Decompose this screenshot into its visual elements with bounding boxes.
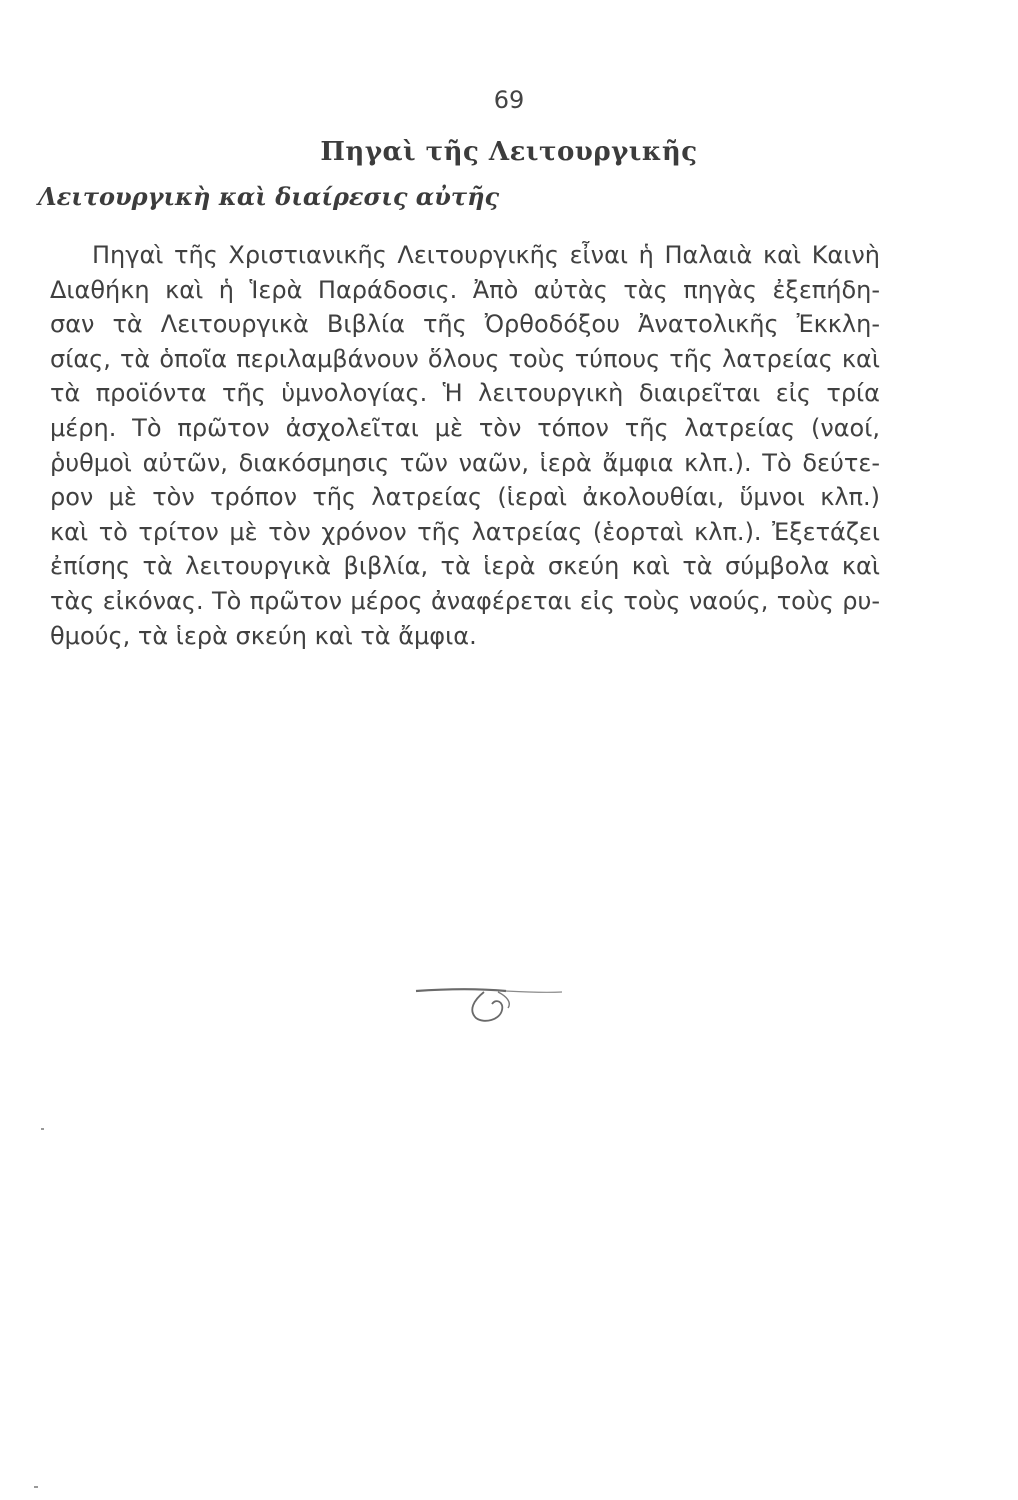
text-line: μέρη. Τὸ πρῶτον ἀσχολεῖται μὲ τὸν τόπον τῆς λατρείας (ναοί, — [50, 413, 880, 442]
text-line: ρον μὲ τὸν τρόπον τῆς λατρείας (ἱεραὶ ἀκολουθίαι, ὕμνοι κλπ.) — [50, 483, 880, 512]
section-title: Λειτουργικὴ καὶ διαίρεσις αὐτῆς — [38, 182, 500, 211]
text-line: σαν τὰ Λειτουργικὰ Βιβλία τῆς Ὀρθοδόξου Ἀνατολικῆς Ἐκκλη- — [50, 310, 880, 339]
text-line: Διαθήκη καὶ ἡ Ἱερὰ Παράδοσις. Ἀπὸ αὐτὰς τὰς πηγὰς ἐξεπήδη- — [50, 275, 880, 304]
text-line: Πηγαὶ τῆς Χριστιανικῆς Λειτουργικῆς εἶναι ἡ Παλαιὰ καὶ Καινὴ — [92, 241, 880, 269]
text-line: θμούς, τὰ ἱερὰ σκεύη καὶ τὰ ἄμφια. — [50, 621, 477, 650]
text-line: σίας, τὰ ὁποῖα περιλαμβάνουν ὅλους τοὺς τύπους τῆς λατρείας καὶ — [50, 344, 880, 373]
paper-speck — [34, 1486, 38, 1488]
text-line: ἐπίσης τὰ λειτουργικὰ βιβλία, τὰ ἱερὰ σκεύη καὶ τὰ σύμβολα καὶ — [50, 552, 880, 581]
text-line: τὰ προϊόντα τῆς ὑμνολογίας. Ἡ λειτουργικὴ διαιρεῖται εἰς τρία — [50, 379, 880, 408]
text-line: καὶ τὸ τρίτον μὲ τὸν χρόνον τῆς λατρείας (ἑορταὶ κλπ.). Ἐξετάζει — [50, 517, 880, 546]
page-number: 69 — [493, 86, 525, 114]
text-line: ῥυθμοὶ αὐτῶν, διακόσμησις τῶν ναῶν, ἱερὰ ἄμφια κλπ.). Τὸ δεύτε- — [50, 448, 880, 477]
end-flourish-icon — [414, 980, 564, 1026]
text-line: τὰς εἰκόνας. Τὸ πρῶτον μέρος ἀναφέρεται εἰς τοὺς ναούς, τοὺς ρυ- — [50, 586, 880, 615]
body-paragraph — [50, 238, 880, 653]
paper-speck — [41, 1128, 44, 1130]
chapter-title: Πηγαὶ τῆς Λειτουργικῆς — [320, 137, 698, 167]
